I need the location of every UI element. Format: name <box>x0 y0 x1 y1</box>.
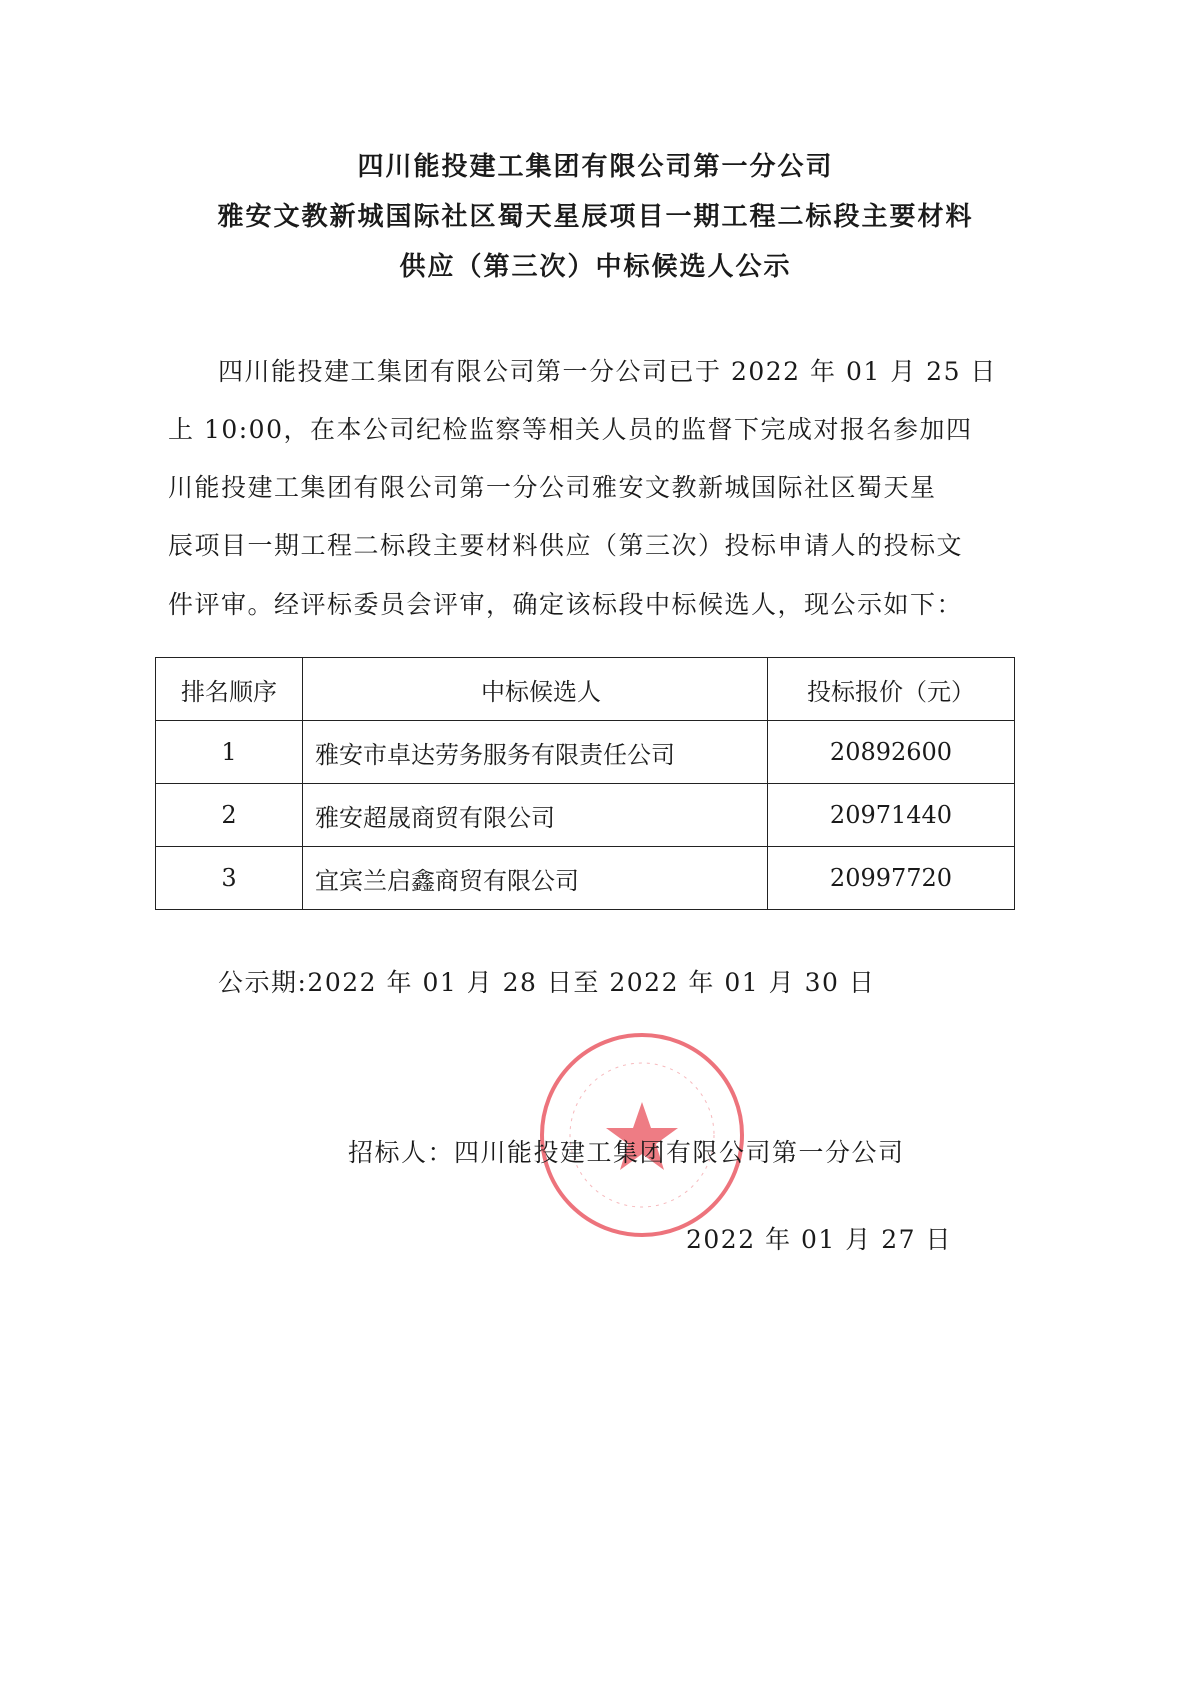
rank-cell: 2 <box>156 784 303 847</box>
candidate-cell: 雅安超晟商贸有限公司 <box>303 784 768 847</box>
candidates-table <box>155 657 1015 910</box>
price-cell: 20997720 <box>768 847 1015 910</box>
issue-date: 2022 年 01 月 27 日 <box>686 1225 952 1254</box>
table-row <box>156 784 1015 847</box>
candidate-cell: 宜宾兰启鑫商贸有限公司 <box>303 847 768 910</box>
body-line: 上 10:00，在本公司纪检监察等相关人员的监督下完成对报名参加四 <box>168 415 973 444</box>
title-line-2: 雅安文教新城国际社区蜀天星辰项目一期工程二标段主要材料 <box>217 202 974 232</box>
header-price: 投标报价（元） <box>768 658 1015 721</box>
candidate-cell: 雅安市卓达劳务服务有限责任公司 <box>303 721 768 784</box>
header-candidate: 中标候选人 <box>303 658 768 721</box>
price-cell: 20971440 <box>768 784 1015 847</box>
body-line: 辰项目一期工程二标段主要材料供应（第三次）投标申请人的投标文 <box>168 531 964 560</box>
rank-cell: 1 <box>156 721 303 784</box>
body-line: 件评审。经评标委员会评审，确定该标段中标候选人，现公示如下： <box>168 590 964 619</box>
rank-cell: 3 <box>156 847 303 910</box>
body-line: 川能投建工集团有限公司第一分公司雅安文教新城国际社区蜀天星 <box>168 473 937 502</box>
title-line-3: 供应（第三次）中标候选人公示 <box>399 252 792 282</box>
price-cell: 20892600 <box>768 721 1015 784</box>
tenderer-signature: 招标人：四川能投建工集团有限公司第一分公司 <box>348 1138 905 1167</box>
table-row <box>156 721 1015 784</box>
body-line: 四川能投建工集团有限公司第一分公司已于 2022 年 01 月 25 日 <box>218 357 997 386</box>
publicity-period: 公示期:2022 年 01 月 28 日至 2022 年 01 月 30 日 <box>218 968 876 997</box>
header-rank: 排名顺序 <box>156 658 303 721</box>
table-row <box>156 847 1015 910</box>
table-header-row <box>156 658 1015 721</box>
title-line-1: 四川能投建工集团有限公司第一分公司 <box>357 152 834 182</box>
